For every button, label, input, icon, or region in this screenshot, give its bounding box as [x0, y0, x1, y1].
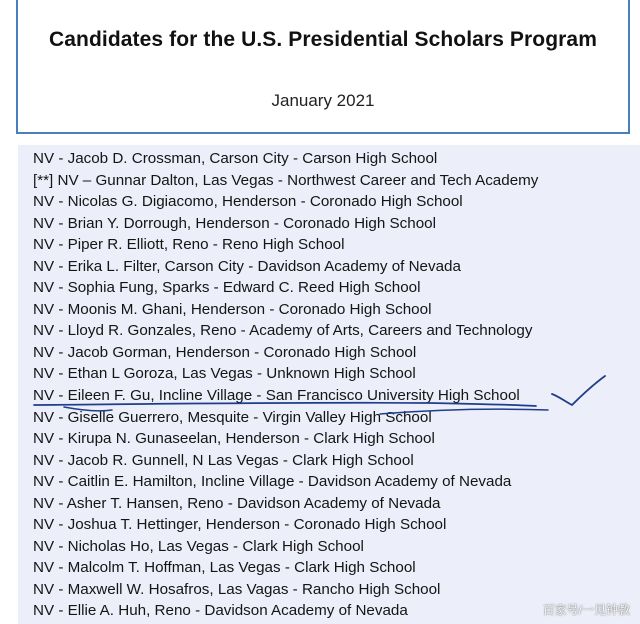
- list-item: NV - Malcolm T. Hoffman, Las Vegas - Clark High School: [33, 559, 416, 577]
- list-item: [**] NV – Gunnar Dalton, Las Vegas - Northwest Career and Tech Academy: [33, 171, 539, 189]
- candidate-list: [33, 148, 538, 622]
- list-item: NV - Giselle Guerrero, Mesquite - Virgin Valley High School: [33, 408, 432, 426]
- list-item: NV - Ethan L Goroza, Las Vegas - Unknown High School: [33, 365, 416, 383]
- list-item: NV - Caitlin E. Hamilton, Incline Village - Davidson Academy of Nevada: [33, 473, 512, 491]
- list-item: NV - Lloyd R. Gonzales, Reno - Academy of Arts, Careers and Technology: [33, 322, 533, 340]
- list-item: NV - Sophia Fung, Sparks - Edward C. Reed High School: [33, 279, 421, 297]
- list-item: NV - Kirupa N. Gunaseelan, Henderson - Clark High School: [33, 430, 435, 448]
- list-item: NV - Nicholas Ho, Las Vegas - Clark High School: [33, 537, 364, 555]
- list-item: NV - Brian Y. Dorrough, Henderson - Coronado High School: [33, 214, 436, 232]
- list-item: NV - Nicolas G. Digiacomo, Henderson - Coronado High School: [33, 193, 463, 211]
- date-label: January 2021: [271, 91, 375, 110]
- list-item: NV - Ellie A. Huh, Reno - Davidson Academy of Nevada: [33, 602, 408, 620]
- list-item: NV - Moonis M. Ghani, Henderson - Coronado High School: [33, 300, 432, 318]
- list-item: NV - Erika L. Filter, Carson City - Davidson Academy of Nevada: [33, 257, 461, 275]
- page-title: Candidates for the U.S. Presidential Scholars Program: [49, 28, 597, 51]
- watermark: 百家号/一见钟教: [542, 603, 630, 617]
- highlighted-list-item: NV - Eileen F. Gu, Incline Village - San Francisco University High School: [33, 387, 520, 405]
- list-item: NV - Piper R. Elliott, Reno - Reno High School: [33, 236, 345, 254]
- list-item: NV - Jacob Gorman, Henderson - Coronado High School: [33, 343, 417, 361]
- header-box: [16, 0, 630, 134]
- list-item: NV - Jacob D. Crossman, Carson City - Carson High School: [33, 150, 438, 167]
- list-item: NV - Joshua T. Hettinger, Henderson - Coronado High School: [33, 516, 447, 534]
- list-item: NV - Jacob R. Gunnell, N Las Vegas - Clark High School: [33, 451, 414, 469]
- list-item: NV - Asher T. Hansen, Reno - Davidson Academy of Nevada: [33, 494, 441, 512]
- list-item: NV - Maxwell W. Hosafros, Las Vagas - Rancho High School: [33, 580, 441, 598]
